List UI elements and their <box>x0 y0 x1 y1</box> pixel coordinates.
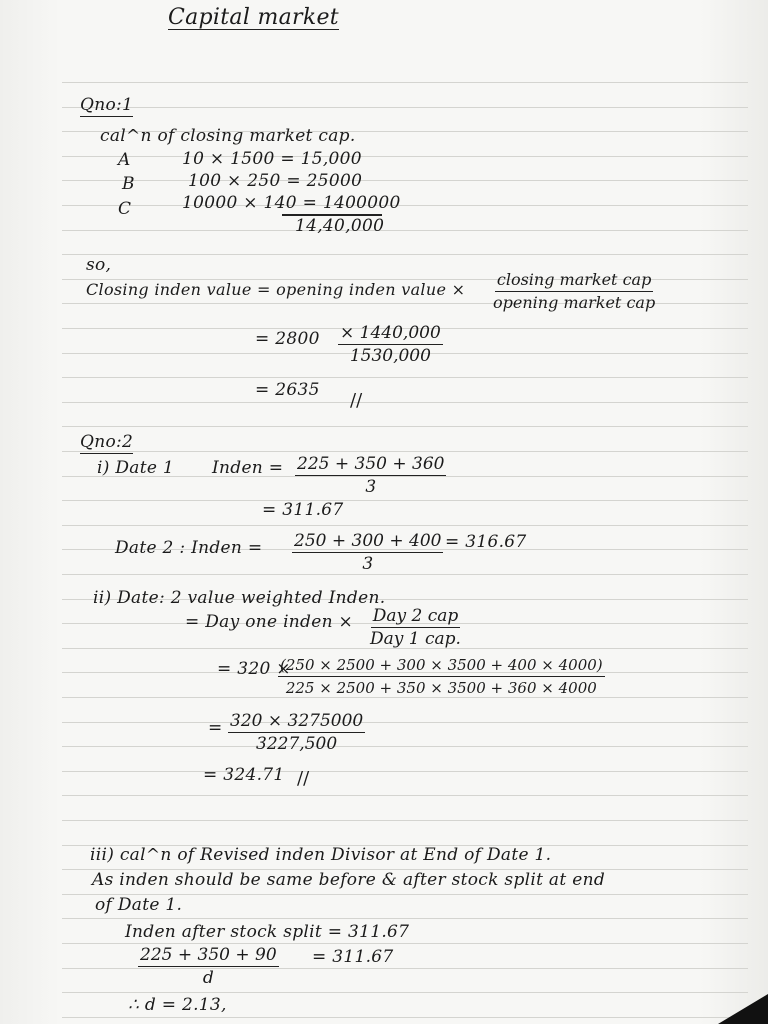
formula-fraction <box>493 270 655 313</box>
row-b-letter: B <box>122 174 135 194</box>
q1-result: = 2635 <box>255 380 320 400</box>
q1-total: 14,40,000 <box>295 216 385 236</box>
date2-numerator: 250 + 300 + 400 <box>294 531 442 551</box>
ruled-line <box>62 107 748 108</box>
part-ii-heading: ii) Date: 2 value weighted Inden. <box>93 588 386 608</box>
ii-formula-denominator: Day 1 cap. <box>370 629 461 649</box>
ii-formula-numerator: Day 2 cap <box>372 606 459 626</box>
ruled-line <box>62 426 748 427</box>
ruled-line <box>62 918 748 919</box>
ii-step2-denominator: 3227,500 <box>256 734 338 754</box>
date2-denominator: 3 <box>362 554 374 574</box>
ruled-line <box>62 943 748 944</box>
q1-heading: cal^n of closing market cap. <box>100 126 356 146</box>
iii-result: ∴ d = 2.13, <box>128 995 227 1015</box>
iii-denominator: d <box>202 968 214 988</box>
iii-line4: Inden after stock split = 311.67 <box>125 922 410 942</box>
ii-step1-denominator: 225 × 2500 + 350 × 3500 + 360 × 4000 <box>285 679 597 697</box>
ruled-line <box>62 820 748 821</box>
page-title: Capital market <box>168 5 339 30</box>
ii-step1-numerator: (250 × 2500 + 300 × 3500 + 400 × 4000) <box>278 655 605 677</box>
ii-result: = 324.71 <box>203 765 285 785</box>
ii-step2-fraction <box>228 711 365 754</box>
ruled-line <box>62 82 748 83</box>
step1-prefix: = 2800 <box>255 329 320 349</box>
ruled-line <box>62 205 748 206</box>
page-corner-shadow <box>708 994 768 1024</box>
row-c-calc: 10000 × 140 = 1400000 <box>182 193 401 213</box>
step1-fraction <box>338 323 443 366</box>
formula-denominator: opening market cap <box>493 293 656 312</box>
ruled-line <box>62 451 748 452</box>
row-a-letter: A <box>118 150 131 170</box>
ruled-line <box>62 722 748 723</box>
ruled-line <box>62 156 748 157</box>
date2-result: = 316.67 <box>445 532 527 552</box>
ii-step2-prefix: = <box>208 718 223 738</box>
step1-numerator: × 1440,000 <box>340 323 441 343</box>
date1-denominator: 3 <box>365 477 377 497</box>
ruled-line <box>62 377 748 378</box>
ruled-line <box>62 230 748 231</box>
formula-left: Closing inden value = opening inden value × <box>86 280 466 299</box>
ii-formula-fraction <box>370 606 461 649</box>
date1-fraction <box>295 454 446 497</box>
date2-fraction <box>292 531 443 574</box>
ruled-line <box>62 746 748 747</box>
ruled-line <box>62 574 748 575</box>
ruled-line <box>62 795 748 796</box>
ruled-line <box>62 402 748 403</box>
date1-numerator: 225 + 350 + 360 <box>297 454 445 474</box>
formula-numerator: closing market cap <box>495 270 653 292</box>
q1-label: Qno:1 <box>80 95 134 115</box>
q1-tick-mark: // <box>350 390 363 411</box>
ii-tick-mark: // <box>297 768 310 789</box>
row-b-calc: 100 × 250 = 25000 <box>188 171 363 191</box>
iii-numerator: 225 + 350 + 90 <box>140 945 277 965</box>
date1-result: = 311.67 <box>262 500 344 520</box>
ii-step2-numerator: 320 × 3275000 <box>230 711 364 731</box>
row-a-calc: 10 × 1500 = 15,000 <box>182 149 362 169</box>
part-iii-line2: As inden should be same before & after stock split at end <box>92 870 605 890</box>
date2-prefix: Date 2 : Inden = <box>115 538 263 558</box>
ruled-line <box>62 525 748 526</box>
step1-denominator: 1530,000 <box>349 346 431 366</box>
iii-fraction <box>138 945 279 988</box>
q2-label: Qno:2 <box>80 432 134 452</box>
so-label: so, <box>86 255 112 275</box>
ruled-line <box>62 180 748 181</box>
ruled-line <box>62 771 748 772</box>
row-c-letter: C <box>118 199 132 219</box>
iii-equation: = 311.67 <box>312 947 394 967</box>
ruled-line <box>62 500 748 501</box>
ii-step1-fraction <box>278 655 605 698</box>
ii-formula-prefix: = Day one inden × <box>185 612 354 632</box>
ruled-line <box>62 254 748 255</box>
ruled-line <box>62 992 748 993</box>
ruled-line <box>62 1017 748 1018</box>
part-i-prefix: i) Date 1 <box>97 458 175 478</box>
date1-label: Inden = <box>212 458 284 478</box>
part-iii-line1: iii) cal^n of Revised inden Divisor at End of Date 1. <box>90 845 552 865</box>
ii-step1-prefix: = 320 × <box>217 659 291 679</box>
part-iii-line3: of Date 1. <box>95 895 183 915</box>
